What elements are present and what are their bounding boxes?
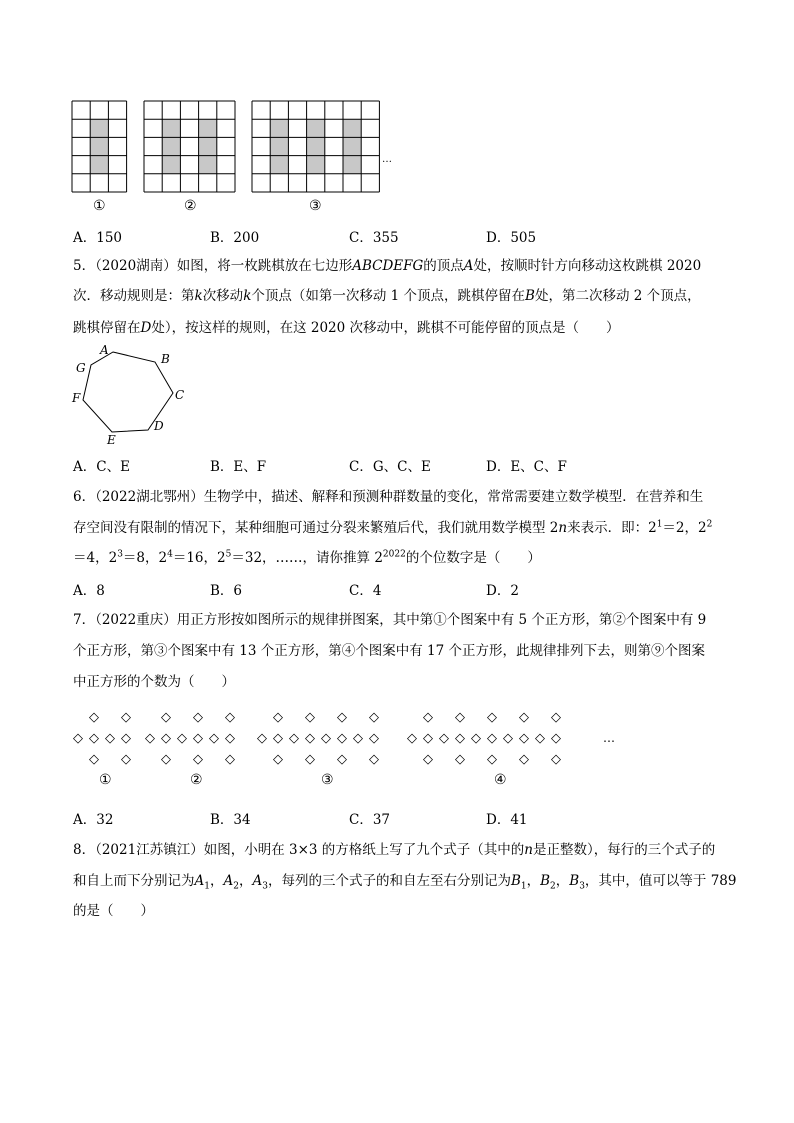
square-2: ◇: [193, 752, 203, 767]
grid-label-1: ①: [93, 198, 106, 214]
square-4: ◇: [551, 710, 561, 725]
square-4: ◇: [487, 710, 497, 725]
square-3: ◇: [369, 710, 379, 725]
square-4: ◇: [455, 710, 465, 725]
square-2: ◇: [161, 731, 171, 746]
q5-option-d[interactable]: D．E、C、F: [486, 459, 567, 475]
grid-label-3: ③: [309, 198, 322, 214]
square-4: ◇: [519, 710, 529, 725]
q5-line-3: 跳棋停留在D处），按这样的规则，在这 2020 次移动中，跳棋不可能停留的顶点是（ ）: [73, 320, 620, 336]
vertex-e: E: [107, 433, 116, 447]
shaded-cell: [162, 119, 180, 174]
square-4: ◇: [503, 731, 513, 746]
q7-line-1: 7．（2022重庆）用正方形按如图所示的规律拼图案，其中第①个图案中有 5 个正方形，第②个图案中有 9: [73, 612, 707, 628]
square-3: ◇: [337, 710, 347, 725]
square-4: ◇: [519, 752, 529, 767]
q4-options: [73, 226, 713, 246]
square-3: ◇: [305, 752, 315, 767]
square-4: ◇: [439, 731, 449, 746]
q6-line-1: 6．（2022湖北鄂州）生物学中，描述、解释和预测种群数量的变化，常常需要建立数学模型．在营养和生: [73, 489, 704, 505]
q7-line-3: 中正方形的个数为（ ）: [73, 674, 235, 690]
square-2: ◇: [193, 731, 203, 746]
shaded-cell: [307, 119, 325, 174]
square-3: ◇: [321, 731, 331, 746]
square-1: ◇: [121, 731, 131, 746]
square-1: ◇: [105, 731, 115, 746]
q5-line-2: 次．移动规则是：第k次移动k个顶点（如第一次移动 1 个顶点，跳棋停留在B处，第二次移动 2 个顶点，: [73, 288, 701, 304]
vertex-g: G: [76, 361, 86, 375]
square-3: ◇: [337, 752, 347, 767]
q4-option-a[interactable]: A．150: [73, 230, 123, 246]
q6-option-a[interactable]: A．8: [73, 583, 105, 599]
grid-figure-1: [72, 101, 127, 192]
shaded-cell: [343, 119, 361, 174]
square-3: ◇: [289, 731, 299, 746]
square-4: ◇: [455, 731, 465, 746]
shaded-cell: [270, 119, 288, 174]
vertex-a: A: [100, 343, 109, 357]
q6-option-c[interactable]: C．4: [349, 583, 382, 599]
square-4: ◇: [535, 731, 545, 746]
square-3: ◇: [305, 731, 315, 746]
q5-option-c[interactable]: C．G、C、E: [349, 459, 431, 475]
square-1: ◇: [121, 752, 131, 767]
square-4: ◇: [551, 752, 561, 767]
square-4: ◇: [471, 731, 481, 746]
q8-line-3: 的是（ ）: [73, 903, 154, 919]
square-4: ◇: [455, 752, 465, 767]
grid-ellipsis: …: [382, 154, 392, 165]
q7-option-a[interactable]: A．32: [73, 812, 114, 828]
square-3: ◇: [273, 731, 283, 746]
vertex-f: F: [72, 391, 81, 405]
square-2: ◇: [193, 710, 203, 725]
q8-line-1: 8．（2021江苏镇江）如图，小明在 3×3 的方格纸上写了九个式子（其中的n是正整数），每行的三个式子的: [73, 842, 716, 858]
square-2: ◇: [161, 752, 171, 767]
q8-line-2: 和自上而下分别记为$A_1$，$A_2$，$A_3$，每列的三个式子的和自左至右分别记为$B_1$，$B_2$，$B_3$，其中，值可以等于 789: [73, 873, 737, 892]
square-2: ◇: [161, 710, 171, 725]
pattern-label-4: ④: [494, 772, 507, 788]
square-1: ◇: [89, 710, 99, 725]
q4-option-b[interactable]: B．200: [210, 230, 260, 246]
grid-figure-2: [144, 101, 235, 192]
grid-figure-3: [252, 101, 379, 192]
square-1: ◇: [89, 752, 99, 767]
q5-line-1: 5．（2020湖南）如图，将一枚跳棋放在七边形ABCDEFG的顶点A处，按顺时针方向移动这枚跳棋 2020: [73, 258, 702, 274]
square-3: ◇: [353, 731, 363, 746]
q5-option-a[interactable]: A．C、E: [73, 459, 130, 475]
q6-line-2: 存空间没有限制的情况下，某种细胞可通过分裂来繁殖后代，我们就用数学模型 2n来表示．即：$2^1=2$，$2^2$: [73, 519, 713, 536]
square-1: ◇: [121, 710, 131, 725]
q7-option-b[interactable]: B．34: [210, 812, 251, 828]
square-3: ◇: [305, 710, 315, 725]
vertex-b: B: [161, 352, 170, 366]
square-2: ◇: [225, 710, 235, 725]
square-3: ◇: [273, 752, 283, 767]
square-4: ◇: [423, 752, 433, 767]
square-4: ◇: [423, 710, 433, 725]
pattern-label-1: ①: [99, 772, 112, 788]
square-2: ◇: [225, 752, 235, 767]
square-4: ◇: [487, 731, 497, 746]
patterns-ellipsis: …: [603, 731, 615, 745]
grid-label-2: ②: [184, 198, 197, 214]
square-2: ◇: [209, 731, 219, 746]
vertex-d: D: [154, 419, 164, 433]
q7-options: [73, 808, 713, 828]
q6-options: [73, 579, 713, 599]
grid-figures: [0, 0, 794, 230]
q6-option-d[interactable]: D．2: [486, 583, 519, 599]
q4-option-d[interactable]: D．505: [486, 230, 537, 246]
q6-line-3: ＝4，$2^3=8$，$2^4=16$，$2^5=32$，……，请你推算 $2^{2022}$的个位数字是（ ）: [73, 549, 541, 566]
square-4: ◇: [519, 731, 529, 746]
pattern-label-3: ③: [321, 772, 334, 788]
q5-options: [73, 455, 713, 475]
q7-option-c[interactable]: C．37: [349, 812, 391, 828]
square-4: ◇: [407, 731, 417, 746]
q4-option-c[interactable]: C．355: [349, 230, 399, 246]
square-2: ◇: [225, 731, 235, 746]
shaded-cell: [90, 119, 108, 174]
square-4: ◇: [551, 731, 561, 746]
q7-line-2: 个正方形，第③个图案中有 13 个正方形，第④个图案中有 17 个正方形，此规律排列下去，则第⑨个图案: [73, 643, 706, 659]
square-patterns: [0, 700, 794, 800]
q6-option-b[interactable]: B．6: [210, 583, 243, 599]
square-1: ◇: [89, 731, 99, 746]
square-1: ◇: [73, 731, 83, 746]
square-4: ◇: [423, 731, 433, 746]
square-3: ◇: [369, 731, 379, 746]
shaded-cell: [199, 119, 217, 174]
pattern-label-2: ②: [190, 772, 203, 788]
square-2: ◇: [145, 731, 155, 746]
square-3: ◇: [337, 731, 347, 746]
q7-option-d[interactable]: D．41: [486, 812, 528, 828]
square-4: ◇: [487, 752, 497, 767]
vertex-c: C: [175, 388, 185, 402]
square-3: ◇: [369, 752, 379, 767]
square-2: ◇: [177, 731, 187, 746]
heptagon-figure: [60, 338, 200, 450]
q5-option-b[interactable]: B．E、F: [210, 459, 267, 475]
square-3: ◇: [273, 710, 283, 725]
square-3: ◇: [257, 731, 267, 746]
